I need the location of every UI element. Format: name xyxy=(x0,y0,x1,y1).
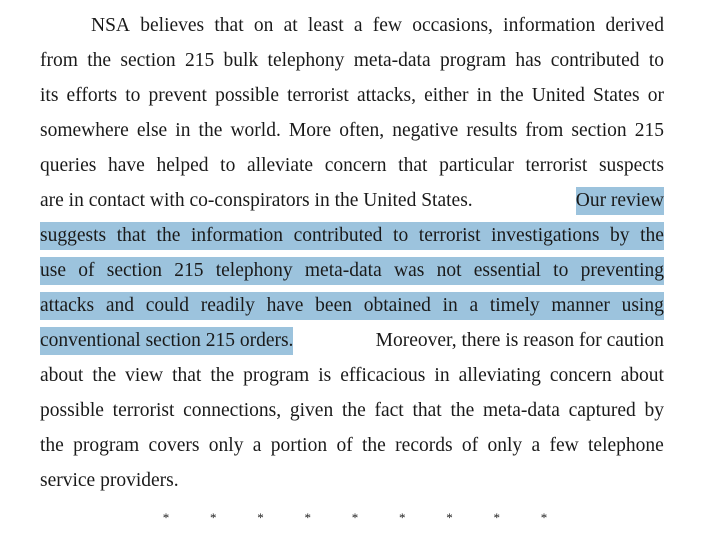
word: States xyxy=(592,85,640,106)
word: in xyxy=(476,85,492,106)
word: somewhere xyxy=(40,120,129,141)
paragraph-line-13 xyxy=(40,397,664,425)
word: on xyxy=(253,15,274,36)
separator-asterisk: * xyxy=(257,510,264,525)
word: More xyxy=(288,120,332,141)
word: and xyxy=(105,295,135,316)
word: the xyxy=(40,435,64,456)
highlighted-text: Our review xyxy=(576,187,664,215)
word: of xyxy=(461,435,479,456)
word: concern xyxy=(549,365,612,386)
word: terrorist xyxy=(525,155,588,176)
word: in xyxy=(434,365,450,386)
word: the xyxy=(450,400,475,421)
word: portion xyxy=(270,435,328,456)
word: manner xyxy=(551,295,610,316)
word: investigations xyxy=(491,225,600,246)
word: use xyxy=(40,260,66,281)
word: from xyxy=(525,120,564,141)
word: that xyxy=(214,15,244,36)
word: information xyxy=(190,225,284,246)
word: section xyxy=(571,120,627,141)
word: derived xyxy=(605,15,664,36)
word: been xyxy=(315,295,352,316)
word: the xyxy=(362,435,386,456)
word: terrorist xyxy=(418,225,481,246)
paragraph-line-12 xyxy=(40,362,664,390)
paragraph-line-4 xyxy=(40,117,664,145)
word: or xyxy=(647,85,664,106)
word: a xyxy=(252,435,262,456)
word: is xyxy=(318,365,332,386)
word: meta-data xyxy=(353,50,431,71)
line-6-text: are in contact with co-conspirators in the United States. xyxy=(40,190,473,211)
word: the xyxy=(640,225,664,246)
word: have xyxy=(266,295,304,316)
highlighted-line-2 xyxy=(40,257,664,285)
word: in xyxy=(442,295,458,316)
paragraph-line-11 xyxy=(40,327,664,355)
word: to xyxy=(553,260,569,281)
word: obtained xyxy=(363,295,431,316)
word: only xyxy=(487,435,523,456)
word: using xyxy=(621,295,664,316)
word: efforts xyxy=(66,85,118,106)
word: efficacious xyxy=(340,365,426,386)
paragraph-line-2 xyxy=(40,47,664,75)
word: either xyxy=(424,85,469,106)
word: the xyxy=(210,365,235,386)
separator-asterisk: * xyxy=(446,510,453,525)
word: negative xyxy=(392,120,459,141)
word: else xyxy=(136,120,168,141)
word: meta-data xyxy=(483,400,560,421)
word: fact xyxy=(374,400,404,421)
word: queries xyxy=(40,155,97,176)
word: program xyxy=(439,50,507,71)
word: United xyxy=(531,85,585,106)
word: least xyxy=(307,15,344,36)
word: to xyxy=(393,225,409,246)
word: connections, xyxy=(183,400,282,421)
word: only xyxy=(208,435,244,456)
word: a xyxy=(353,15,363,36)
word: contributed xyxy=(293,225,383,246)
word: meta-data xyxy=(304,260,382,281)
separator-asterisk: * xyxy=(493,510,500,525)
word: telephony xyxy=(215,260,293,281)
separator-asterisk: * xyxy=(351,510,359,525)
word: have xyxy=(108,155,145,176)
word: a xyxy=(531,435,541,456)
paragraph-line-1 xyxy=(91,12,664,40)
paragraph-line-14 xyxy=(40,432,664,460)
word: world. xyxy=(230,120,281,141)
word: from xyxy=(40,50,78,71)
word: few xyxy=(372,15,402,36)
word: at xyxy=(283,15,298,36)
word: about xyxy=(40,365,84,386)
word: alleviate xyxy=(247,155,314,176)
highlighted-line-3 xyxy=(40,292,664,320)
word: possible xyxy=(215,85,279,106)
word: the xyxy=(198,120,223,141)
word: 215 xyxy=(634,120,664,141)
word: readily xyxy=(200,295,255,316)
word: essential xyxy=(473,260,541,281)
word: suspects xyxy=(598,155,664,176)
word: of xyxy=(78,260,95,281)
word: could xyxy=(145,295,190,316)
word: section xyxy=(106,260,162,281)
word: helped xyxy=(156,155,209,176)
word: program xyxy=(243,365,310,386)
word: concern xyxy=(324,155,387,176)
word: that xyxy=(172,365,202,386)
paragraph-line-6 xyxy=(40,187,664,215)
word: 215 xyxy=(184,50,215,71)
word: that xyxy=(398,155,428,176)
word: a xyxy=(469,295,479,316)
word: its xyxy=(40,85,59,106)
word: attacks xyxy=(40,295,95,316)
highlighted-text: conventional section 215 orders. xyxy=(40,327,293,355)
paragraph-line-15: service providers. xyxy=(40,470,179,491)
word: suggests xyxy=(40,225,107,246)
word: has xyxy=(515,50,542,71)
highlighted-line-1 xyxy=(40,222,664,250)
word: program xyxy=(73,435,140,456)
word: believes xyxy=(140,15,205,36)
word: NSA xyxy=(91,15,131,36)
separator-asterisk: * xyxy=(162,510,170,525)
word: preventing xyxy=(580,260,664,281)
word: prevent xyxy=(148,85,207,106)
word: terrorist xyxy=(112,400,175,421)
word: not xyxy=(436,260,462,281)
word: the xyxy=(341,400,366,421)
word: was xyxy=(394,260,425,281)
word: the xyxy=(92,365,117,386)
paragraph-line-3 xyxy=(40,82,664,110)
word: that xyxy=(116,225,146,246)
word: of xyxy=(336,435,353,456)
word: the xyxy=(87,50,112,71)
word: alleviating xyxy=(458,365,541,386)
word: often, xyxy=(339,120,385,141)
word: about xyxy=(620,365,664,386)
word: given xyxy=(289,400,334,421)
separator-asterisk: * xyxy=(210,510,217,525)
word: occasions, xyxy=(412,15,493,36)
word: contributed xyxy=(550,50,640,71)
word: results xyxy=(466,120,518,141)
word: by xyxy=(610,225,630,246)
word: to xyxy=(125,85,141,106)
separator-asterisk: * xyxy=(540,510,548,525)
word: timely xyxy=(489,295,540,316)
word: to xyxy=(648,50,664,71)
paragraph-line-5 xyxy=(40,152,664,180)
word: information xyxy=(503,15,596,36)
word: telephony xyxy=(267,50,345,71)
word: telephone xyxy=(588,435,664,456)
word: bulk xyxy=(223,50,259,71)
separator-asterisk: * xyxy=(399,510,406,525)
word: view xyxy=(125,365,164,386)
word: records xyxy=(395,435,453,456)
word: by xyxy=(644,400,664,421)
word: that xyxy=(412,400,442,421)
word: covers xyxy=(148,435,200,456)
word: 215 xyxy=(174,260,204,281)
word: the xyxy=(499,85,524,106)
word: the xyxy=(156,225,181,246)
word: in xyxy=(175,120,191,141)
separator-asterisk: * xyxy=(304,510,311,525)
word: particular xyxy=(439,155,514,176)
section-separator xyxy=(160,510,550,532)
word: to xyxy=(220,155,236,176)
line-11-text: Moreover, there is reason for caution xyxy=(375,330,664,351)
word: possible xyxy=(40,400,104,421)
word: captured xyxy=(568,400,636,421)
word: section xyxy=(120,50,176,71)
word: terrorist xyxy=(287,85,349,106)
word: few xyxy=(549,435,579,456)
word: attacks, xyxy=(356,85,416,106)
